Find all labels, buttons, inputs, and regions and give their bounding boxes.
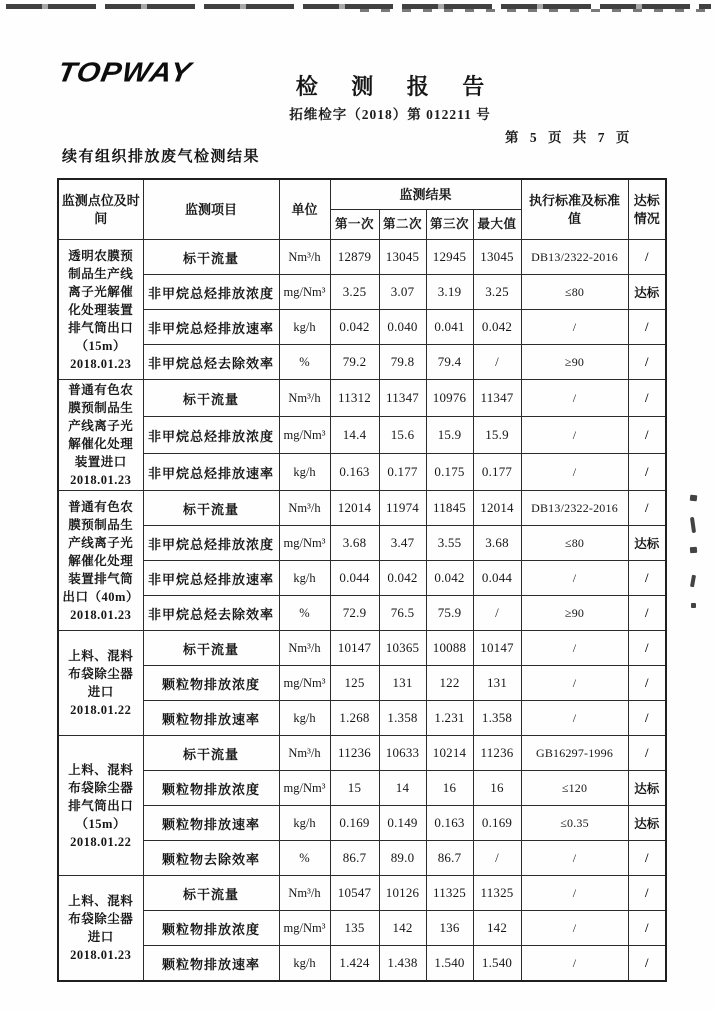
value-cell-run3: 122 — [426, 666, 473, 701]
value-cell-run2: 14 — [379, 771, 426, 806]
monitoring-point-cell: 普通有色农 膜预制品生 产线离子光 解催化处理 装置排气筒 出口（40m） 2018.01.23 — [58, 491, 143, 631]
value-cell-run2: 131 — [379, 666, 426, 701]
compliance-cell: 达标 — [628, 806, 666, 841]
standard-cell: DB13/2322-2016 — [521, 491, 628, 526]
value-cell-max: 142 — [473, 911, 521, 946]
compliance-cell: / — [628, 417, 666, 454]
item-cell: 标干流量 — [143, 876, 279, 911]
value-cell-max: 15.9 — [473, 417, 521, 454]
value-cell-max: 16 — [473, 771, 521, 806]
scan-mark — [689, 495, 697, 502]
table-row — [58, 806, 666, 841]
value-cell-run2: 79.8 — [379, 345, 426, 380]
value-cell-max: 131 — [473, 666, 521, 701]
unit-cell: Nm³/h — [279, 240, 330, 275]
value-cell-run2: 76.5 — [379, 596, 426, 631]
standard-cell: ≤80 — [521, 526, 628, 561]
value-cell-max: / — [473, 841, 521, 876]
table-row — [58, 876, 666, 911]
scan-mark — [690, 575, 696, 588]
standard-cell: / — [521, 631, 628, 666]
item-cell: 非甲烷总烃排放速率 — [143, 310, 279, 345]
value-cell-run1: 11236 — [330, 736, 379, 771]
unit-cell: Nm³/h — [279, 736, 330, 771]
value-cell-run1: 1.424 — [330, 946, 379, 982]
value-cell-run3: 15.9 — [426, 417, 473, 454]
unit-cell: kg/h — [279, 946, 330, 982]
table-body — [58, 240, 666, 982]
standard-cell: / — [521, 666, 628, 701]
monitoring-point-cell: 普通有色农 膜预制品生 产线离子光 解催化处理 装置进口 2018.01.23 — [58, 380, 143, 491]
unit-cell: kg/h — [279, 310, 330, 345]
value-cell-run2: 15.6 — [379, 417, 426, 454]
value-cell-max: 0.169 — [473, 806, 521, 841]
value-cell-max: / — [473, 345, 521, 380]
value-cell-max: 0.044 — [473, 561, 521, 596]
unit-cell: kg/h — [279, 806, 330, 841]
compliance-cell: 达标 — [628, 526, 666, 561]
header-run-2: 第二次 — [379, 210, 426, 240]
value-cell-run1: 0.044 — [330, 561, 379, 596]
value-cell-run1: 72.9 — [330, 596, 379, 631]
value-cell-run3: 11325 — [426, 876, 473, 911]
value-cell-run3: 0.042 — [426, 561, 473, 596]
value-cell-max: 3.68 — [473, 526, 521, 561]
header-unit: 单位 — [279, 179, 330, 240]
value-cell-max: / — [473, 596, 521, 631]
header-max: 最大值 — [473, 210, 521, 240]
header-results: 监测结果 — [330, 179, 521, 210]
topway-logo: TOPWAY — [55, 57, 195, 88]
table-row — [58, 454, 666, 491]
item-cell: 颗粒物排放浓度 — [143, 771, 279, 806]
value-cell-run2: 13045 — [379, 240, 426, 275]
value-cell-run1: 125 — [330, 666, 379, 701]
value-cell-run1: 86.7 — [330, 841, 379, 876]
table-row — [58, 841, 666, 876]
standard-cell: ≥90 — [521, 345, 628, 380]
item-cell: 颗粒物排放速率 — [143, 701, 279, 736]
value-cell-run3: 11845 — [426, 491, 473, 526]
unit-cell: mg/Nm³ — [279, 275, 330, 310]
header-run-1: 第一次 — [330, 210, 379, 240]
value-cell-run1: 14.4 — [330, 417, 379, 454]
compliance-cell: / — [628, 946, 666, 982]
value-cell-max: 3.25 — [473, 275, 521, 310]
standard-cell: / — [521, 380, 628, 417]
compliance-cell: / — [628, 345, 666, 380]
table-row — [58, 240, 666, 275]
compliance-cell: / — [628, 911, 666, 946]
value-cell-max: 13045 — [473, 240, 521, 275]
value-cell-run2: 1.358 — [379, 701, 426, 736]
compliance-cell: / — [628, 701, 666, 736]
unit-cell: mg/Nm³ — [279, 417, 330, 454]
value-cell-max: 12014 — [473, 491, 521, 526]
item-cell: 非甲烷总烃排放浓度 — [143, 417, 279, 454]
section-title: 续有组织排放废气检测结果 — [62, 149, 261, 165]
item-cell: 非甲烷总烃排放浓度 — [143, 526, 279, 561]
scan-mark — [689, 547, 696, 553]
monitoring-point-cell: 上料、混料 布袋除尘器 进口 2018.01.22 — [58, 631, 143, 736]
table-row — [58, 631, 666, 666]
value-cell-run1: 3.68 — [330, 526, 379, 561]
value-cell-run3: 3.55 — [426, 526, 473, 561]
value-cell-run1: 10147 — [330, 631, 379, 666]
value-cell-run3: 136 — [426, 911, 473, 946]
value-cell-run1: 15 — [330, 771, 379, 806]
unit-cell: kg/h — [279, 561, 330, 596]
table-row — [58, 561, 666, 596]
value-cell-run1: 12014 — [330, 491, 379, 526]
table-row — [58, 380, 666, 417]
value-cell-run3: 16 — [426, 771, 473, 806]
table-row — [58, 911, 666, 946]
item-cell: 颗粒物排放浓度 — [143, 666, 279, 701]
compliance-cell: / — [628, 876, 666, 911]
item-cell: 非甲烷总烃去除效率 — [143, 345, 279, 380]
value-cell-max: 11325 — [473, 876, 521, 911]
value-cell-max: 11347 — [473, 380, 521, 417]
table-row — [58, 491, 666, 526]
value-cell-run3: 10088 — [426, 631, 473, 666]
value-cell-run3: 12945 — [426, 240, 473, 275]
standard-cell: / — [521, 561, 628, 596]
item-cell: 非甲烷总烃排放浓度 — [143, 275, 279, 310]
value-cell-run2: 0.149 — [379, 806, 426, 841]
value-cell-run3: 86.7 — [426, 841, 473, 876]
value-cell-run2: 142 — [379, 911, 426, 946]
scan-mark — [690, 517, 696, 533]
item-cell: 颗粒物排放速率 — [143, 806, 279, 841]
value-cell-run2: 0.042 — [379, 561, 426, 596]
compliance-cell: / — [628, 454, 666, 491]
value-cell-run2: 0.177 — [379, 454, 426, 491]
standard-cell: / — [521, 417, 628, 454]
value-cell-run1: 3.25 — [330, 275, 379, 310]
table-row — [58, 736, 666, 771]
value-cell-run3: 0.163 — [426, 806, 473, 841]
scan-artifact-top-2 — [360, 9, 705, 12]
page-number: 第 5 页 共 7 页 — [505, 130, 634, 145]
value-cell-run3: 75.9 — [426, 596, 473, 631]
unit-cell: % — [279, 596, 330, 631]
item-cell: 标干流量 — [143, 736, 279, 771]
value-cell-run3: 0.175 — [426, 454, 473, 491]
compliance-cell: / — [628, 736, 666, 771]
table-row — [58, 771, 666, 806]
value-cell-run3: 1.231 — [426, 701, 473, 736]
header-compliance: 达标情况 — [628, 179, 666, 240]
value-cell-max: 0.177 — [473, 454, 521, 491]
value-cell-max: 1.540 — [473, 946, 521, 982]
standard-cell: GB16297-1996 — [521, 736, 628, 771]
value-cell-run3: 10214 — [426, 736, 473, 771]
report-title: 检 测 报 告 — [295, 74, 499, 99]
item-cell: 非甲烷总烃排放速率 — [143, 454, 279, 491]
value-cell-run1: 0.163 — [330, 454, 379, 491]
report-number: 拓维检字（2018）第 012211 号 — [289, 107, 491, 122]
value-cell-run2: 1.438 — [379, 946, 426, 982]
table-row — [58, 666, 666, 701]
compliance-cell: / — [628, 380, 666, 417]
unit-cell: kg/h — [279, 701, 330, 736]
value-cell-run2: 10126 — [379, 876, 426, 911]
value-cell-run3: 1.540 — [426, 946, 473, 982]
value-cell-run3: 0.041 — [426, 310, 473, 345]
monitoring-point-cell: 透明农膜预 制品生产线 离子光解催 化处理装置 排气筒出口 （15m） 2018.01.23 — [58, 240, 143, 380]
scan-mark — [691, 603, 696, 608]
item-cell: 颗粒物排放浓度 — [143, 911, 279, 946]
scan-artifact-right — [686, 495, 700, 608]
value-cell-max: 0.042 — [473, 310, 521, 345]
standard-cell: / — [521, 876, 628, 911]
header-item: 监测项目 — [143, 179, 279, 240]
compliance-cell: / — [628, 631, 666, 666]
value-cell-run2: 89.0 — [379, 841, 426, 876]
standard-cell: / — [521, 701, 628, 736]
header-standard: 执行标准及标准值 — [521, 179, 628, 240]
unit-cell: kg/h — [279, 454, 330, 491]
standard-cell: / — [521, 946, 628, 982]
item-cell: 标干流量 — [143, 631, 279, 666]
table-row — [58, 417, 666, 454]
table-row — [58, 526, 666, 561]
value-cell-run2: 0.040 — [379, 310, 426, 345]
value-cell-run1: 0.042 — [330, 310, 379, 345]
value-cell-run1: 79.2 — [330, 345, 379, 380]
compliance-cell: / — [628, 561, 666, 596]
table-row — [58, 596, 666, 631]
value-cell-run2: 3.07 — [379, 275, 426, 310]
standard-cell: ≤80 — [521, 275, 628, 310]
header-location: 监测点位及时间 — [58, 179, 143, 240]
value-cell-run3: 3.19 — [426, 275, 473, 310]
value-cell-max: 10147 — [473, 631, 521, 666]
standard-cell: ≥90 — [521, 596, 628, 631]
compliance-cell: 达标 — [628, 771, 666, 806]
value-cell-run3: 79.4 — [426, 345, 473, 380]
compliance-cell: / — [628, 666, 666, 701]
compliance-cell: / — [628, 491, 666, 526]
value-cell-run1: 135 — [330, 911, 379, 946]
standard-cell: ≤120 — [521, 771, 628, 806]
item-cell: 非甲烷总烃去除效率 — [143, 596, 279, 631]
standard-cell: DB13/2322-2016 — [521, 240, 628, 275]
unit-cell: % — [279, 345, 330, 380]
monitoring-point-cell: 上料、混料 布袋除尘器 进口 2018.01.23 — [58, 876, 143, 982]
value-cell-run1: 11312 — [330, 380, 379, 417]
value-cell-run2: 10365 — [379, 631, 426, 666]
value-cell-run1: 10547 — [330, 876, 379, 911]
item-cell: 标干流量 — [143, 380, 279, 417]
item-cell: 标干流量 — [143, 491, 279, 526]
unit-cell: mg/Nm³ — [279, 666, 330, 701]
value-cell-run2: 11974 — [379, 491, 426, 526]
unit-cell: mg/Nm³ — [279, 526, 330, 561]
value-cell-run3: 10976 — [426, 380, 473, 417]
standard-cell: / — [521, 911, 628, 946]
table-row — [58, 275, 666, 310]
standard-cell: / — [521, 454, 628, 491]
value-cell-max: 1.358 — [473, 701, 521, 736]
unit-cell: mg/Nm³ — [279, 911, 330, 946]
value-cell-run2: 10633 — [379, 736, 426, 771]
unit-cell: mg/Nm³ — [279, 771, 330, 806]
table-row — [58, 345, 666, 380]
monitoring-results-table — [57, 178, 667, 982]
unit-cell: Nm³/h — [279, 631, 330, 666]
value-cell-run1: 0.169 — [330, 806, 379, 841]
item-cell: 颗粒物去除效率 — [143, 841, 279, 876]
unit-cell: Nm³/h — [279, 876, 330, 911]
compliance-cell: / — [628, 310, 666, 345]
compliance-cell: 达标 — [628, 275, 666, 310]
unit-cell: Nm³/h — [279, 380, 330, 417]
value-cell-run2: 11347 — [379, 380, 426, 417]
table-row — [58, 946, 666, 982]
standard-cell: / — [521, 310, 628, 345]
value-cell-run1: 1.268 — [330, 701, 379, 736]
compliance-cell: / — [628, 841, 666, 876]
compliance-cell: / — [628, 240, 666, 275]
table-header — [58, 179, 666, 240]
item-cell: 标干流量 — [143, 240, 279, 275]
table-row — [58, 310, 666, 345]
unit-cell: % — [279, 841, 330, 876]
compliance-cell: / — [628, 596, 666, 631]
item-cell: 非甲烷总烃排放速率 — [143, 561, 279, 596]
header-run-3: 第三次 — [426, 210, 473, 240]
value-cell-run2: 3.47 — [379, 526, 426, 561]
value-cell-run1: 12879 — [330, 240, 379, 275]
standard-cell: ≤0.35 — [521, 806, 628, 841]
monitoring-point-cell: 上料、混料 布袋除尘器 排气筒出口 （15m） 2018.01.22 — [58, 736, 143, 876]
unit-cell: Nm³/h — [279, 491, 330, 526]
item-cell: 颗粒物排放速率 — [143, 946, 279, 982]
table-row — [58, 701, 666, 736]
value-cell-max: 11236 — [473, 736, 521, 771]
standard-cell: / — [521, 841, 628, 876]
